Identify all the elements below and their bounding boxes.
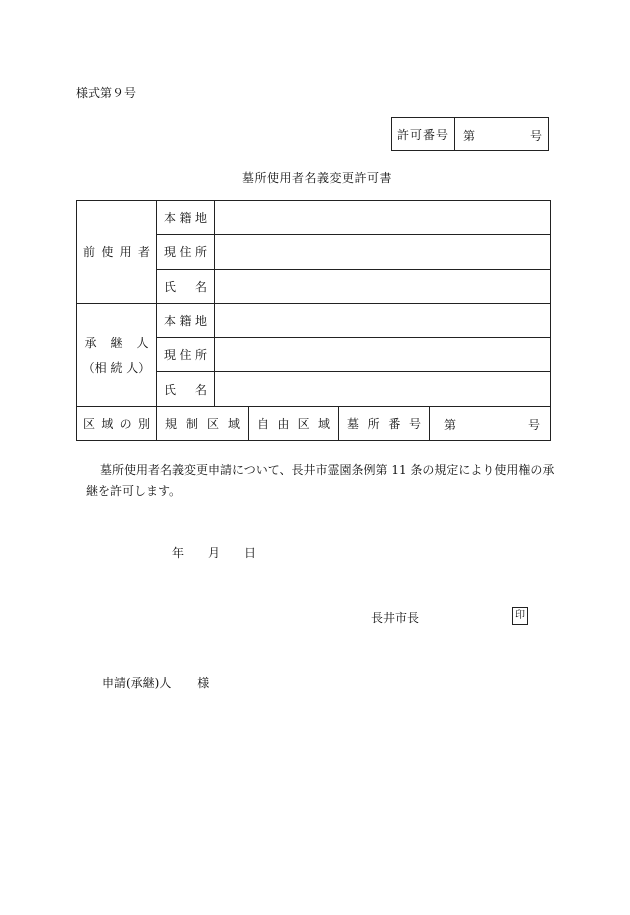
previous-address-field[interactable] — [215, 235, 551, 269]
previous-user-label: 前 使 用 者 — [77, 201, 157, 304]
grave-number-field[interactable]: 第 号 — [430, 406, 551, 440]
restricted-area-option[interactable]: 規 制 区 域 — [157, 406, 249, 440]
permit-number-value — [455, 118, 548, 150]
permit-dai: 第 — [463, 129, 476, 143]
successor-address-field[interactable] — [215, 338, 551, 372]
field-label-address: 現 住 所 — [157, 338, 215, 372]
permit-statement — [86, 460, 556, 502]
table-row — [77, 303, 551, 337]
table-row — [77, 406, 551, 440]
date-day: 日 — [244, 546, 257, 560]
permit-number-label: 許可番号 — [392, 118, 455, 150]
applicant-label: 申請(承継)人 — [102, 676, 172, 690]
permit-go: 号 — [529, 129, 542, 143]
previous-domicile-field[interactable] — [215, 201, 551, 235]
table-row — [77, 201, 551, 235]
free-area-option[interactable]: 自 由 区 域 — [249, 406, 339, 440]
date-year: 年 — [172, 546, 185, 560]
successor-label: 承 継 人 （相 続 人） — [77, 303, 157, 406]
permit-table — [76, 200, 551, 441]
statement-line-2: 継を許可します。 — [86, 484, 182, 498]
permit-number-box — [391, 117, 549, 151]
successor-domicile-field[interactable] — [215, 303, 551, 337]
seal-stamp: 印 — [512, 607, 528, 625]
applicant-honorific: 様 — [197, 676, 210, 690]
successor-name-field[interactable] — [215, 372, 551, 406]
date-month: 月 — [208, 546, 221, 560]
date-line — [172, 544, 256, 561]
field-label-domicile: 本 籍 地 — [157, 303, 215, 337]
form-number: 様式第９号 — [76, 86, 137, 100]
field-label-name: 氏 名 — [157, 372, 215, 406]
applicant-line — [102, 674, 209, 691]
field-label-domicile: 本 籍 地 — [157, 201, 215, 235]
previous-name-field[interactable] — [215, 269, 551, 303]
area-type-label: 区 域 の 別 — [77, 406, 157, 440]
field-label-address: 現 住 所 — [157, 235, 215, 269]
statement-line-1: 墓所使用者名義変更申請について、長井市霊園条例第 11 条の規定により使用権の承 — [100, 463, 555, 477]
grave-number-label: 墓 所 番 号 — [339, 406, 430, 440]
document-title: 墓所使用者名義変更許可書 — [242, 171, 393, 185]
mayor-title: 長井市長 — [371, 611, 420, 625]
field-label-name: 氏 名 — [157, 269, 215, 303]
